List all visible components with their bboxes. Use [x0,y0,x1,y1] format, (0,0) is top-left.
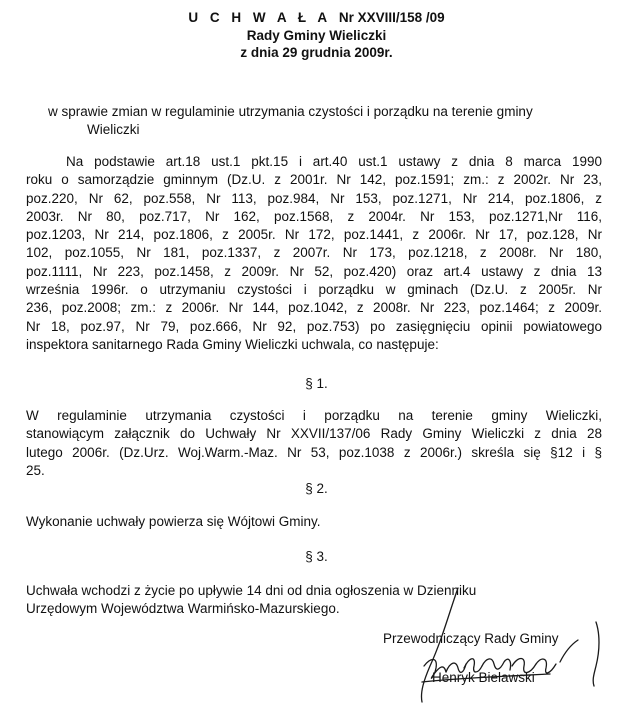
preamble-line: 236, poz.2008; zm.: z 2006r. Nr 144, poz.1042, z 2008r. Nr 223, poz.1464; z 2009r. [26,300,602,316]
section-1-line: lutego 2006r. (Dz.Urz. Woj.Warm.-Maz. Nr 53, poz.1038 z 2006r.) skreśla się §12 i § [26,444,602,460]
subject-paragraph [48,103,618,139]
section-1-line: stanowiącym załącznik do Uchwały Nr XXVII/137/06 Rady Gminy Wieliczki z dnia 28 [26,426,602,442]
preamble-line: września 1996r. o utrzymaniu czystości i porządku w gminach (Dz.U. z 2005r. Nr [26,282,602,298]
preamble-line: Nr 18, poz.97, Nr 79, poz.666, Nr 92, poz.753) po zasięgnięciu opinii powiatowego [26,318,602,334]
chairman-name: Henryk Bielawski [432,670,535,685]
preamble-line: roku o samorządzie gminnym (Dz.U. z 2001r. Nr 142, poz.1591; zm.: z 2002r. Nr 23, [26,172,602,188]
handwritten-signature [400,570,630,710]
preamble-line: poz.1111, Nr 223, poz.1458, z 2009r. Nr 52, poz.420) oraz art.4 ustawy z dnia 13 [26,263,602,279]
section-3-line: Urzędowym Województwa Warmińsko-Mazurskiego. [26,601,340,617]
preamble-line: inspektora sanitarnego Rada Gminy Wieliczki uchwala, co następuje: [26,336,439,352]
resolution-heading [0,10,633,25]
section-1-paragraph [26,407,602,480]
subject-line: Wieliczki [87,122,140,137]
section-3-line: Uchwała wchodzi z życie po upływie 14 dni od dnia ogłoszenia w Dzienniku [26,583,477,598]
chairman-title: Przewodniczący Rady Gminy [383,631,559,646]
section-2-mark: § 2. [305,481,328,496]
preamble-line: poz.1203, Nr 214, poz.1806, z 2005r. Nr 172, poz.1441, z 2006r. Nr 17, poz.128, Nr [26,227,602,243]
preamble-line: 102, poz.1055, Nr 181, poz.1337, z 2007r. Nr 173, poz.1218, z 2008r. Nr 180, [26,245,602,261]
preamble-line: Na podstawie art.18 ust.1 pkt.15 i art.40 ust.1 ustawy z dnia 8 marca 1990 [66,154,602,169]
council-name: Rady Gminy Wieliczki [246,28,387,43]
resolution-number: Nr XXVIII/158 /09 [338,10,445,25]
section-1-line: 25. [26,462,45,478]
preamble-line: poz.220, Nr 62, poz.558, Nr 113, poz.984, Nr 153, poz.1271, Nr 214, poz.1806, z [26,190,602,206]
section-1-line: W regulaminie utrzymania czystości i porządku na terenie gminy Wieliczki, [26,408,602,423]
resolution-word: U C H W A Ł A [188,10,332,25]
section-1-mark: § 1. [305,376,328,391]
resolution-date: z dnia 29 grudnia 2009r. [240,45,393,60]
section-2-paragraph: Wykonanie uchwały powierza się Wójtowi Gminy. [26,514,321,529]
section-3-mark: § 3. [305,549,328,564]
preamble-line: 2003r. Nr 80, poz.717, Nr 162, poz.1568, z 2004r. Nr 153, poz.1271,Nr 116, [26,208,602,224]
preamble-paragraph [26,153,602,354]
subject-line: w sprawie zmian w regulaminie utrzymania czystości i porządku na terenie gminy [48,104,533,119]
